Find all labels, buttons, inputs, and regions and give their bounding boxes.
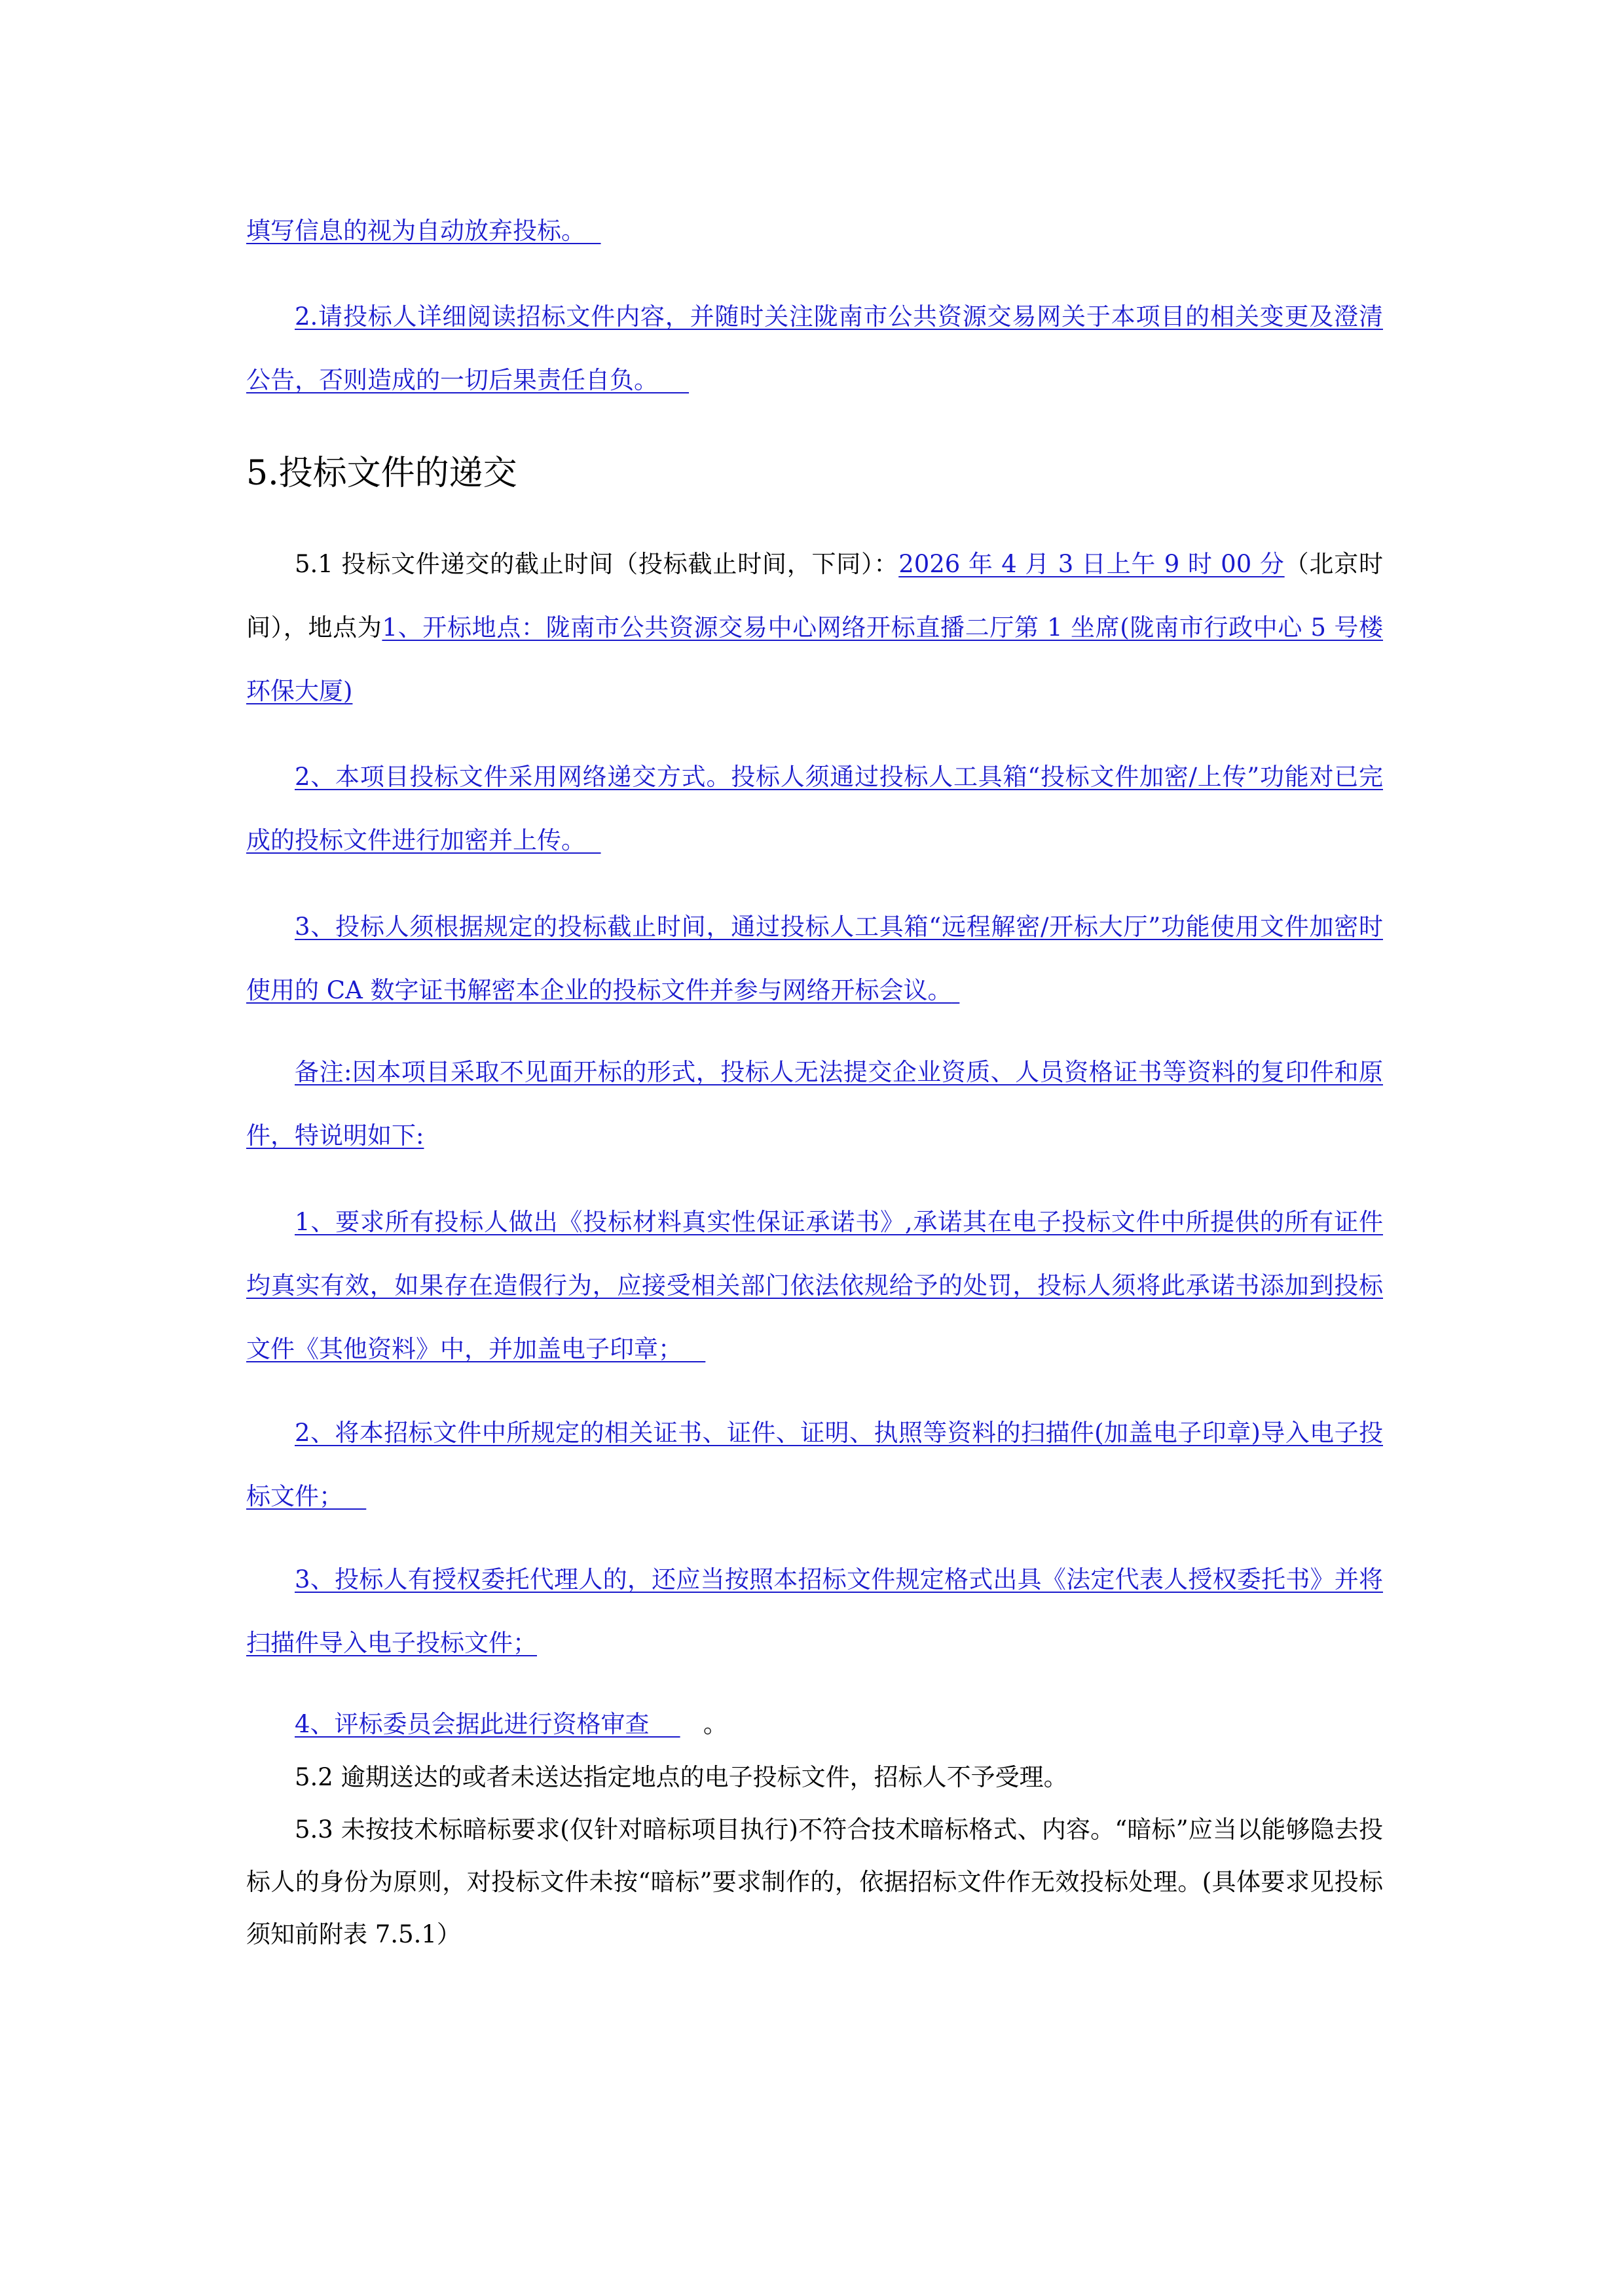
paragraph-2-text: 2.请投标人详细阅读招标文件内容，并随时关注陇南市公共资源交易网关于本项目的相关变更及澄清公告，否则造成的一切后果责任自负。	[246, 302, 1383, 394]
s51-mid: （北京时间），地点为	[246, 550, 1384, 642]
section-5-3	[246, 1804, 1383, 1961]
note-item-2-text: 2、将本招标文件中所规定的相关证书、证件、证明、执照等资料的扫描件(加盖电子印章)导入电子投标文件；	[246, 1419, 1383, 1510]
s52-text: 5.2 逾期送达的或者未送达指定地点的电子投标文件，招标人不予受理。	[295, 1763, 1068, 1791]
section-5-2	[246, 1751, 1383, 1804]
note-paragraph	[246, 1040, 1383, 1167]
note-item-3	[246, 1548, 1383, 1675]
s51-location: 1、开标地点：陇南市公共资源交易中心网络开标直播二厅第 1 坐席(陇南市行政中心 5 号楼环保大厦)	[246, 613, 1384, 705]
paragraph-continuation	[246, 199, 1383, 263]
note-text: 备注:因本项目采取不见面开标的形式，投标人无法提交企业资质、人员资格证书等资料的复印件和原件，特说明如下:	[246, 1058, 1383, 1150]
note-item-1-text: 1、要求所有投标人做出《投标材料真实性保证承诺书》,承诺其在电子投标文件中所提供的所有证件均真实有效，如果存在造假行为，应接受相关部门依法依规给予的处罚，投标人须将此承诺书添加到投标文件《其他资料》中，并加盖电子印章；	[246, 1208, 1383, 1363]
section-heading: 5.投标文件的递交	[246, 454, 517, 493]
note-item-3-text: 3、投标人有授权委托代理人的，还应当按照本招标文件规定格式出具《法定代表人授权委托书》并将扫描件导入电子投标文件；	[246, 1565, 1383, 1657]
item-2-text: 2、本项目投标文件采用网络递交方式。投标人须通过投标人工具箱“投标文件加密/上传”功能对已完成的投标文件进行加密并上传。	[246, 763, 1383, 854]
note-item-4-end: 。	[703, 1710, 728, 1738]
s53-text: 5.3 未按技术标暗标要求(仅针对暗标项目执行)不符合技术暗标格式、内容。“暗标”应当以能够隐去投标人的身份为原则，对投标文件未按“暗标”要求制作的，依据招标文件作无效投标处理。(具体要求见投标须知前附表 7.5.1）	[246, 1815, 1383, 1948]
note-item-4-text: 4、评标委员会据此进行资格审查	[295, 1710, 650, 1738]
item-3	[246, 895, 1383, 1022]
note-item-4	[246, 1692, 1383, 1756]
s51-prefix: 5.1 投标文件递交的截止时间（投标截止时间，下同）：	[295, 550, 899, 578]
continuation-text: 填写信息的视为自动放弃投标。	[246, 217, 585, 245]
paragraph-2	[246, 285, 1383, 412]
section-5-1	[246, 532, 1383, 723]
note-item-2	[246, 1401, 1383, 1528]
note-item-1	[246, 1190, 1383, 1381]
item-3-text: 3、投标人须根据规定的投标截止时间，通过投标人工具箱“远程解密/开标大厅”功能使用文件加密时使用的 CA 数字证书解密本企业的投标文件并参与网络开标会议。	[246, 913, 1383, 1004]
item-2	[246, 745, 1383, 872]
s51-deadline: 2026 年 4 月 3 日上午 9 时 00 分	[898, 550, 1285, 578]
